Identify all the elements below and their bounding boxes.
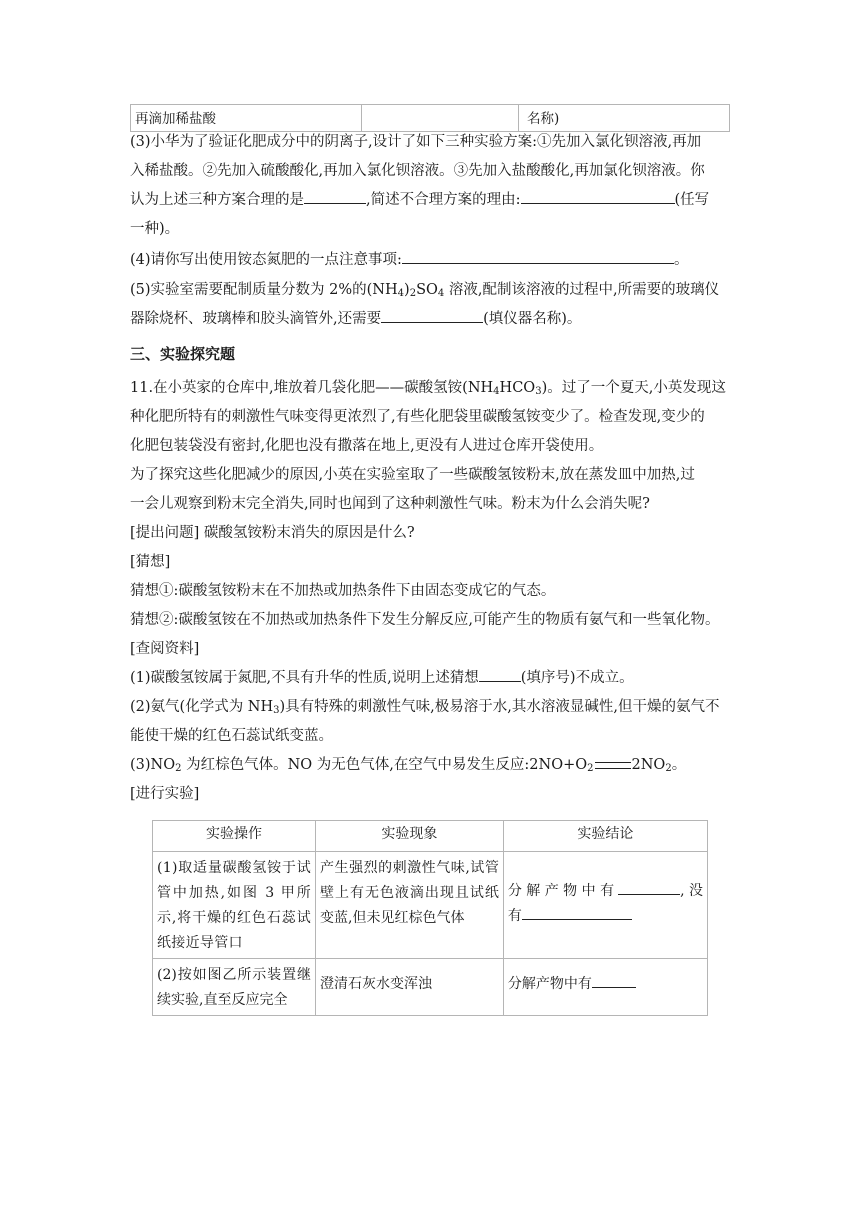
subscript: 3 <box>535 386 542 397</box>
q11-info3 <box>130 751 740 780</box>
answer-blank <box>381 321 483 323</box>
q3-line4: 一种)。 <box>130 221 180 237</box>
q5-text-b: ) <box>404 282 410 298</box>
q4-end: 。 <box>673 252 689 268</box>
q4-text: (4)请你写出使用铵态氮肥的一点注意事项: <box>130 252 402 268</box>
table-cell-phenomenon: 产生强烈的刺激性气味,试管壁上有无色液滴出现且试纸变蓝,但未见红棕色气体 <box>316 852 504 959</box>
conclusion-line <box>508 904 703 929</box>
q11-line3: 化肥包装袋没有密封,化肥也没有撒落在地上,更没有人进过仓库开袋使用。 <box>130 438 604 454</box>
subscript: 2 <box>665 763 672 774</box>
info1-text: (1)碳酸氢铵属于氮肥,不具有升华的性质,说明上述猜想 <box>130 670 479 686</box>
table-cell-phenomenon: 澄清石灰水变浑浊 <box>316 959 504 1016</box>
q5-text-a: (5)实验室需要配制质量分数为 2%的(NH <box>130 282 398 298</box>
q11-line5: 一会儿观察到粉末完全消失,同时也闻到了这种刺激性气味。粉末为什么会消失呢? <box>130 496 650 512</box>
q5-text-c: SO <box>416 282 438 298</box>
q3-line2: 入稀盐酸。②先加入硫酸酸化,再加入氯化钡溶液。③先加入盐酸酸化,再加氯化钡溶液。你 <box>130 163 705 179</box>
answer-blank <box>521 202 675 204</box>
info3-text: 为红棕色气体。NO 为无色气体,在空气中易发生反应:2NO+O <box>181 757 588 773</box>
answer-blank <box>479 680 521 682</box>
q11-exp-title: [进行实验] <box>130 786 200 802</box>
answer-blank <box>402 262 674 264</box>
q5-line2 <box>130 305 740 334</box>
question-4 <box>130 246 740 275</box>
q11-text: )。过了一个夏天,小英发现这 <box>541 380 726 396</box>
subscript: 4 <box>397 288 405 299</box>
subscript: 2 <box>175 763 182 774</box>
q5-line1 <box>130 276 740 305</box>
table-cell: 名称) <box>519 105 730 132</box>
conclusion-line <box>508 879 703 904</box>
q11-guess-title: [猜想] <box>130 554 171 570</box>
q11-line4: 为了探究这些化肥减少的原因,小英在实验室取了一些碳酸氢铵粉末,放在蒸发皿中加热,过 <box>130 467 695 483</box>
table-cell-conclusion <box>503 959 707 1016</box>
q5-line2-text-b: (填仪器名称)。 <box>483 311 582 327</box>
info2-text: (2)氨气(化学式为 NH <box>130 699 274 715</box>
question-3 <box>130 128 740 244</box>
answer-blank <box>522 918 632 920</box>
equation-equals-sign <box>595 762 631 769</box>
info1-text: (填序号)不成立。 <box>520 670 634 686</box>
subscript: 2 <box>409 288 417 299</box>
q11-info2 <box>130 693 740 722</box>
q11-line2: 种化肥所特有的刺激性气味变得更浓烈了,有些化肥袋里碳酸氢铵变少了。检查发现,变少的 <box>130 409 705 425</box>
section-heading: 三、实验探究题 <box>130 345 236 363</box>
table-row <box>153 852 708 959</box>
subscript: 3 <box>273 705 280 716</box>
answer-blank <box>618 893 680 895</box>
q11-text: HCO <box>499 380 536 396</box>
q11-question: [提出问题] 碳酸氢铵粉末消失的原因是什么? <box>130 525 415 541</box>
answer-blank <box>304 202 366 204</box>
question-5 <box>130 276 740 334</box>
table-cell-conclusion <box>503 852 707 959</box>
q3-line3-text-b: ,简述不合理方案的理由: <box>366 192 521 208</box>
table-cell-operation: (2)按如图乙所示装置继续实验,直至反应完全 <box>153 959 316 1016</box>
q5-text-d: 溶液,配制该溶液的过程中,所需要的玻璃仪 <box>444 282 720 298</box>
subscript: 2 <box>587 763 594 774</box>
conclusion-text: 分解产物中有 <box>507 976 592 992</box>
q11-info1 <box>130 664 740 693</box>
q11-guess1: 猜想①:碳酸氢铵粉末在不加热或加热条件下由固态变成它的气态。 <box>130 583 556 599</box>
subscript: 4 <box>437 288 445 299</box>
conclusion-text: 有 <box>507 908 522 924</box>
info2-text: )具有特殊的刺激性气味,极易溶于水,其水溶液显碱性,但干燥的氨气不 <box>279 699 720 715</box>
q3-line3-text-c: (任写 <box>674 192 710 208</box>
question-11 <box>130 374 740 809</box>
q11-guess2: 猜想②:碳酸氢铵在不加热或加热条件下发生分解反应,可能产生的物质有氨气和一些氧化物。 <box>130 612 720 628</box>
conclusion-text: 分 解 产 物 中 有 <box>507 883 615 899</box>
q3-line1: (3)小华为了验证化肥成分中的阴离子,设计了如下三种实验方案:①先加入氯化钡溶液,再加 <box>130 134 702 150</box>
conclusion-text: , 没 <box>680 883 703 899</box>
table-cell: 再滴加稀盐酸 <box>131 105 362 132</box>
q3-line3 <box>130 186 740 215</box>
info3-text: (3)NO <box>130 757 176 773</box>
q3-line3-text-a: 认为上述三种方案合理的是 <box>130 192 304 208</box>
q11-info2-line2: 能使干燥的红色石蕊试纸变蓝。 <box>130 728 333 744</box>
table-header: 实验结论 <box>503 821 707 852</box>
table-header: 实验操作 <box>153 821 316 852</box>
info3-text: 。 <box>671 757 687 773</box>
info3-text: 2NO <box>631 757 666 773</box>
q11-line1 <box>130 374 740 403</box>
subscript: 4 <box>493 386 500 397</box>
table-header: 实验现象 <box>316 821 504 852</box>
experiment-table <box>152 820 708 1016</box>
q5-line2-text-a: 器除烧杯、玻璃棒和胶头滴管外,还需要 <box>130 311 382 327</box>
q11-text: 11.在小英家的仓库中,堆放着几袋化肥——碳酸氢铵(NH <box>130 380 494 396</box>
table-header-row <box>153 821 708 852</box>
table-cell-operation: (1)取适量碳酸氢铵于试管中加热,如图 3 甲所示,将干燥的红色石蕊试纸接近导管口 <box>153 852 316 959</box>
q11-info-title: [查阅资料] <box>130 641 200 657</box>
answer-blank <box>592 986 636 988</box>
table-row <box>153 959 708 1016</box>
